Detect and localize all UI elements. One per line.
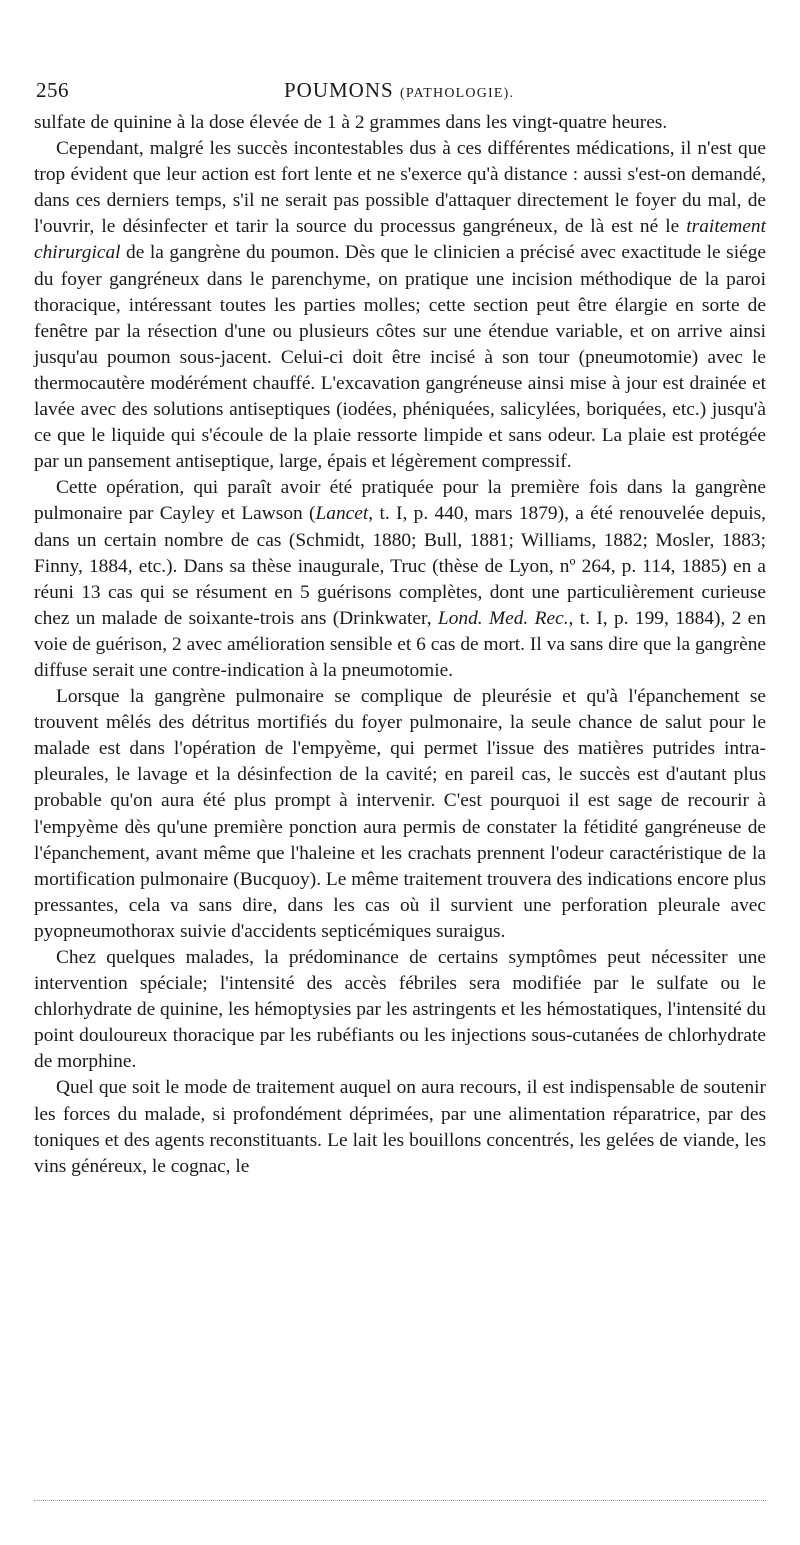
paragraph-text: Cette opération, qui paraît avoir été pratiquée pour la première fois dans la gangrène pulmonaire par Cayley et Lawson (	[34, 477, 766, 525]
body-text	[34, 110, 766, 1180]
bottom-dotted-rule	[34, 1500, 766, 1501]
paragraph-text: , t. I, p. 199, 1884), 2 en voie de guérison, 2 avec amélioration sensible et 6 cas de mort. Il va sans dire que la gangrène diffuse serait une contre-indication à la pneumotomie.	[34, 607, 766, 681]
paragraph-nutrition	[34, 1075, 766, 1179]
paragraph-text: de la gangrène du poumon. Dès que le clinicien a précisé avec exactitude le siége du foyer gangréneux dans le parenchyme, on pratique une incision méthodique de la paroi thoracique, intéressant toutes les parties molles; cette section peut être élargie en sorte de fenêtre par la résection d'une ou plusieurs côtes sur une étendue variable, et on arrive ainsi jusqu'au poumon sous-jacent. Celui-ci doit être incisé à son tour (pneumotomie) avec le thermocautère modérément chauffé. L'excavation gangréneuse ainsi mise à jour est drainée et lavée avec des solutions antiseptiques (iodées, phéniquées, salicylées, boriquées, etc.) jusqu'à ce que le liquide qui s'écoule de la plaie ressorte limpide et sans odeur. La plaie est protégée par un pansement antiseptique, large, épais et légèrement compressif.	[34, 242, 766, 473]
paragraph-continued	[34, 110, 766, 136]
running-title-section: (PATHOLOGIE).	[399, 86, 515, 101]
page-number: 256	[36, 78, 69, 102]
paragraph-surgical-treatment	[34, 136, 766, 475]
paragraph-pleurisy	[34, 684, 766, 945]
paragraph-text: , t. I, p. 440, mars 1879), a été renouvelée depuis, dans un certain nombre de cas (Schmidt, 1880; Bull, 1881; Williams, 1882; Mosler, 1883; Finny, 1884, etc.). Dans sa thèse inaugurale, Truc (thèse de Lyon, nº 264, p. 114, 1885) en a réuni 13 cas qui se résument en 5 guérisons complètes, dont une particulièrement curieuse chez un malade de soixante-trois ans (Drinkwater,	[34, 503, 766, 629]
running-title	[284, 78, 514, 103]
journal-title: Lancet	[315, 503, 369, 525]
paragraph-text: sulfate de quinine à la dose élevée de 1 à 2 grammes dans les vingt-quatre heures.	[34, 112, 668, 133]
running-head	[34, 70, 766, 110]
italic-term: traitement chirurgical	[34, 216, 766, 264]
paragraph-text: Chez quelques malades, la prédominance de certains symptômes peut nécessiter une intervention spéciale; l'intensité des accès fébriles sera modifiée par le sulfate ou le chlorhydrate de quinine, les hémoptysies par les astringents et les hémostatiques, l'intensité du point douloureux thoracique par les rubéfiants ou les injections sous-cutanées de chlorhydrate de morphine.	[34, 947, 766, 1073]
running-title-main: POUMONS	[284, 78, 394, 102]
book-page	[34, 70, 766, 1180]
journal-title: Lond. Med. Rec.	[437, 607, 569, 629]
paragraph-operation-history	[34, 475, 766, 684]
paragraph-text: Cependant, malgré les succès incontestables dus à ces différentes médications, il n'est que trop évident que leur action est fort lente et ne s'exerce qu'à distance : aussi s'est-on demandé, dans ces derniers temps, s'il ne serait pas possible d'attaquer directement le foyer du mal, de l'ouvrir, le désinfecter et tarir la source du processus gangréneux, de là est né le	[34, 138, 766, 238]
paragraph-text: Quel que soit le mode de traitement auquel on aura recours, il est indispensable de soutenir les forces du malade, si profondément déprimées, par une alimentation réparatrice, par des toniques et des agents reconstituants. Le lait les bouillons concentrés, les gelées de viande, les vins généreux, le cognac, le	[34, 1077, 766, 1177]
paragraph-text: Lorsque la gangrène pulmonaire se complique de pleurésie et qu'à l'épanchement se trouvent mêlés des détritus mortifiés du foyer pulmonaire, la seule chance de salut pour le malade est dans l'opération de l'empyème, qui permet l'issue des matières putrides intra-pleurales, le lavage et la désinfection de la cavité; en pareil cas, le succès est d'autant plus probable qu'on aura été plus prompt à intervenir. C'est pourquoi il est sage de recourir à l'empyème dès qu'une première ponction aura permis de constater la fétidité gangréneuse de l'épanchement, avant même que l'haleine et les crachats prennent l'odeur caractéristique de la mortification pulmonaire (Bucquoy). Le même traitement trouvera des indications encore plus pressantes, cela va sans dire, dans les cas où il survient une perforation pleurale avec pyopneumothorax suivie d'accidents septicémiques suraigus.	[34, 686, 766, 942]
paragraph-symptoms	[34, 945, 766, 1075]
